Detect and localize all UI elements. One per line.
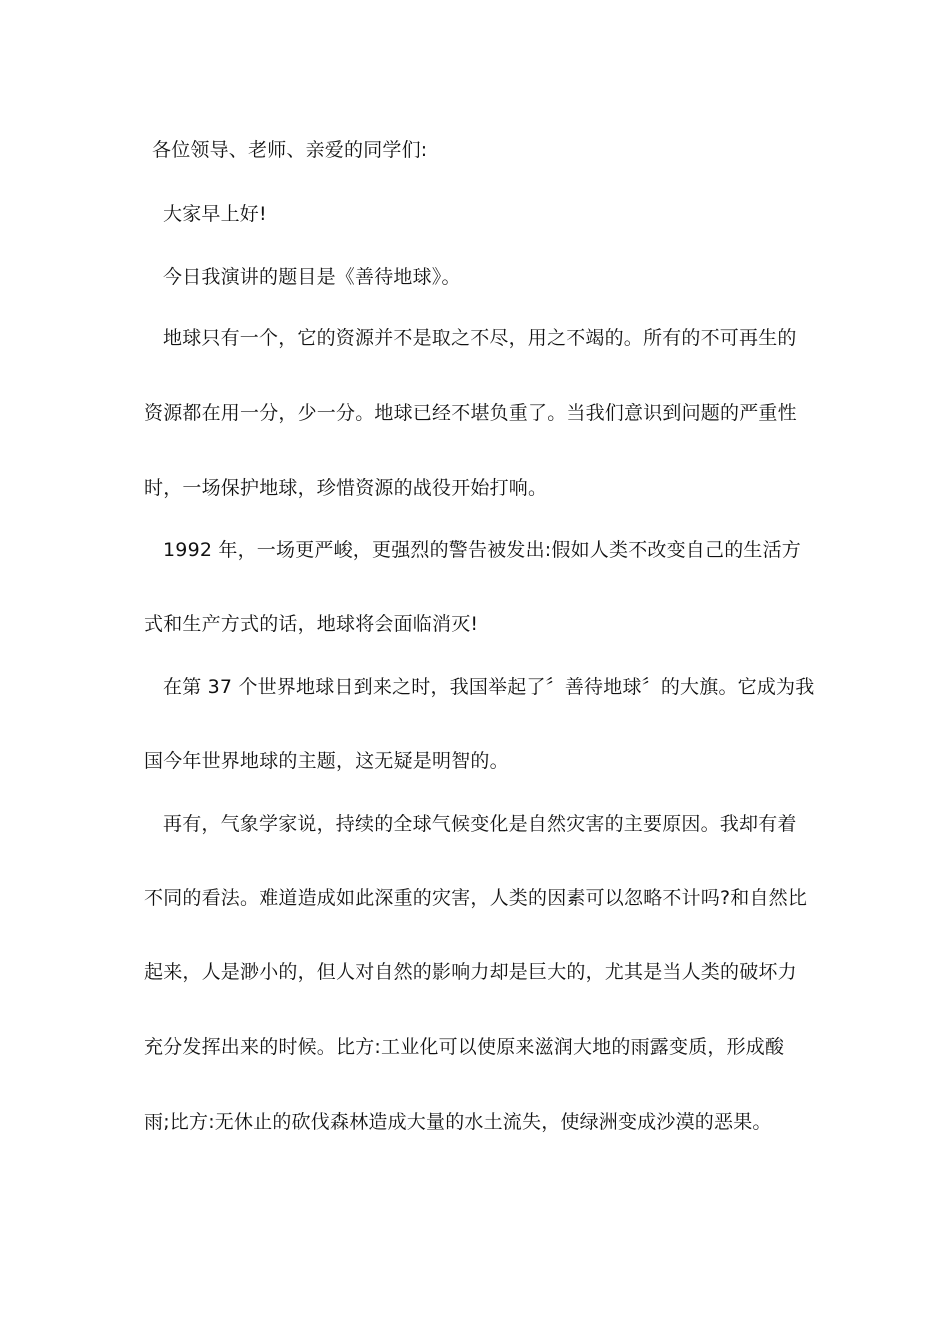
salutation: 各位领导、老师、亲爱的同学们: bbox=[152, 139, 428, 161]
paragraph-4-line-1: 再有，气象学家说，持续的全球气候变化是自然灾害的主要原因。我却有着 bbox=[163, 813, 797, 835]
paragraph-1-line-3: 时，一场保护地球，珍惜资源的战役开始打响。 bbox=[144, 477, 548, 499]
paragraph-1-line-1: 地球只有一个，它的资源并不是取之不尽，用之不竭的。所有的不可再生的 bbox=[163, 327, 797, 349]
paragraph-4-line-3: 起来，人是渺小的，但人对自然的影响力却是巨大的，尤其是当人类的破坏力 bbox=[144, 961, 797, 983]
paragraph-4-line-4: 充分发挥出来的时候。比方:工业化可以使原来滋润大地的雨露变质，形成酸 bbox=[144, 1036, 785, 1058]
greeting: 大家早上好! bbox=[163, 203, 267, 225]
paragraph-4-line-5: 雨;比方:无休止的砍伐森林造成大量的水土流失，使绿洲变成沙漠的恶果。 bbox=[144, 1111, 772, 1133]
paragraph-3-line-1: 在第 37 个世界地球日到来之时，我国举起了〞善待地球〞的大旗。它成为我 bbox=[163, 676, 815, 698]
paragraph-4-line-2: 不同的看法。难道造成如此深重的灾害，人类的因素可以忽略不计吗?和自然比 bbox=[144, 887, 808, 909]
paragraph-2-line-1: 1992 年，一场更严峻，更强烈的警告被发出:假如人类不改变自己的生活方 bbox=[163, 539, 801, 561]
paragraph-3-line-2: 国今年世界地球的主题，这无疑是明智的。 bbox=[144, 750, 509, 772]
intro-line: 今日我演讲的题目是《善待地球》。 bbox=[163, 266, 461, 288]
paragraph-2-line-2: 式和生产方式的话，地球将会面临消灭! bbox=[144, 613, 479, 635]
paragraph-1-line-2: 资源都在用一分，少一分。地球已经不堪负重了。当我们意识到问题的严重性 bbox=[144, 402, 797, 424]
